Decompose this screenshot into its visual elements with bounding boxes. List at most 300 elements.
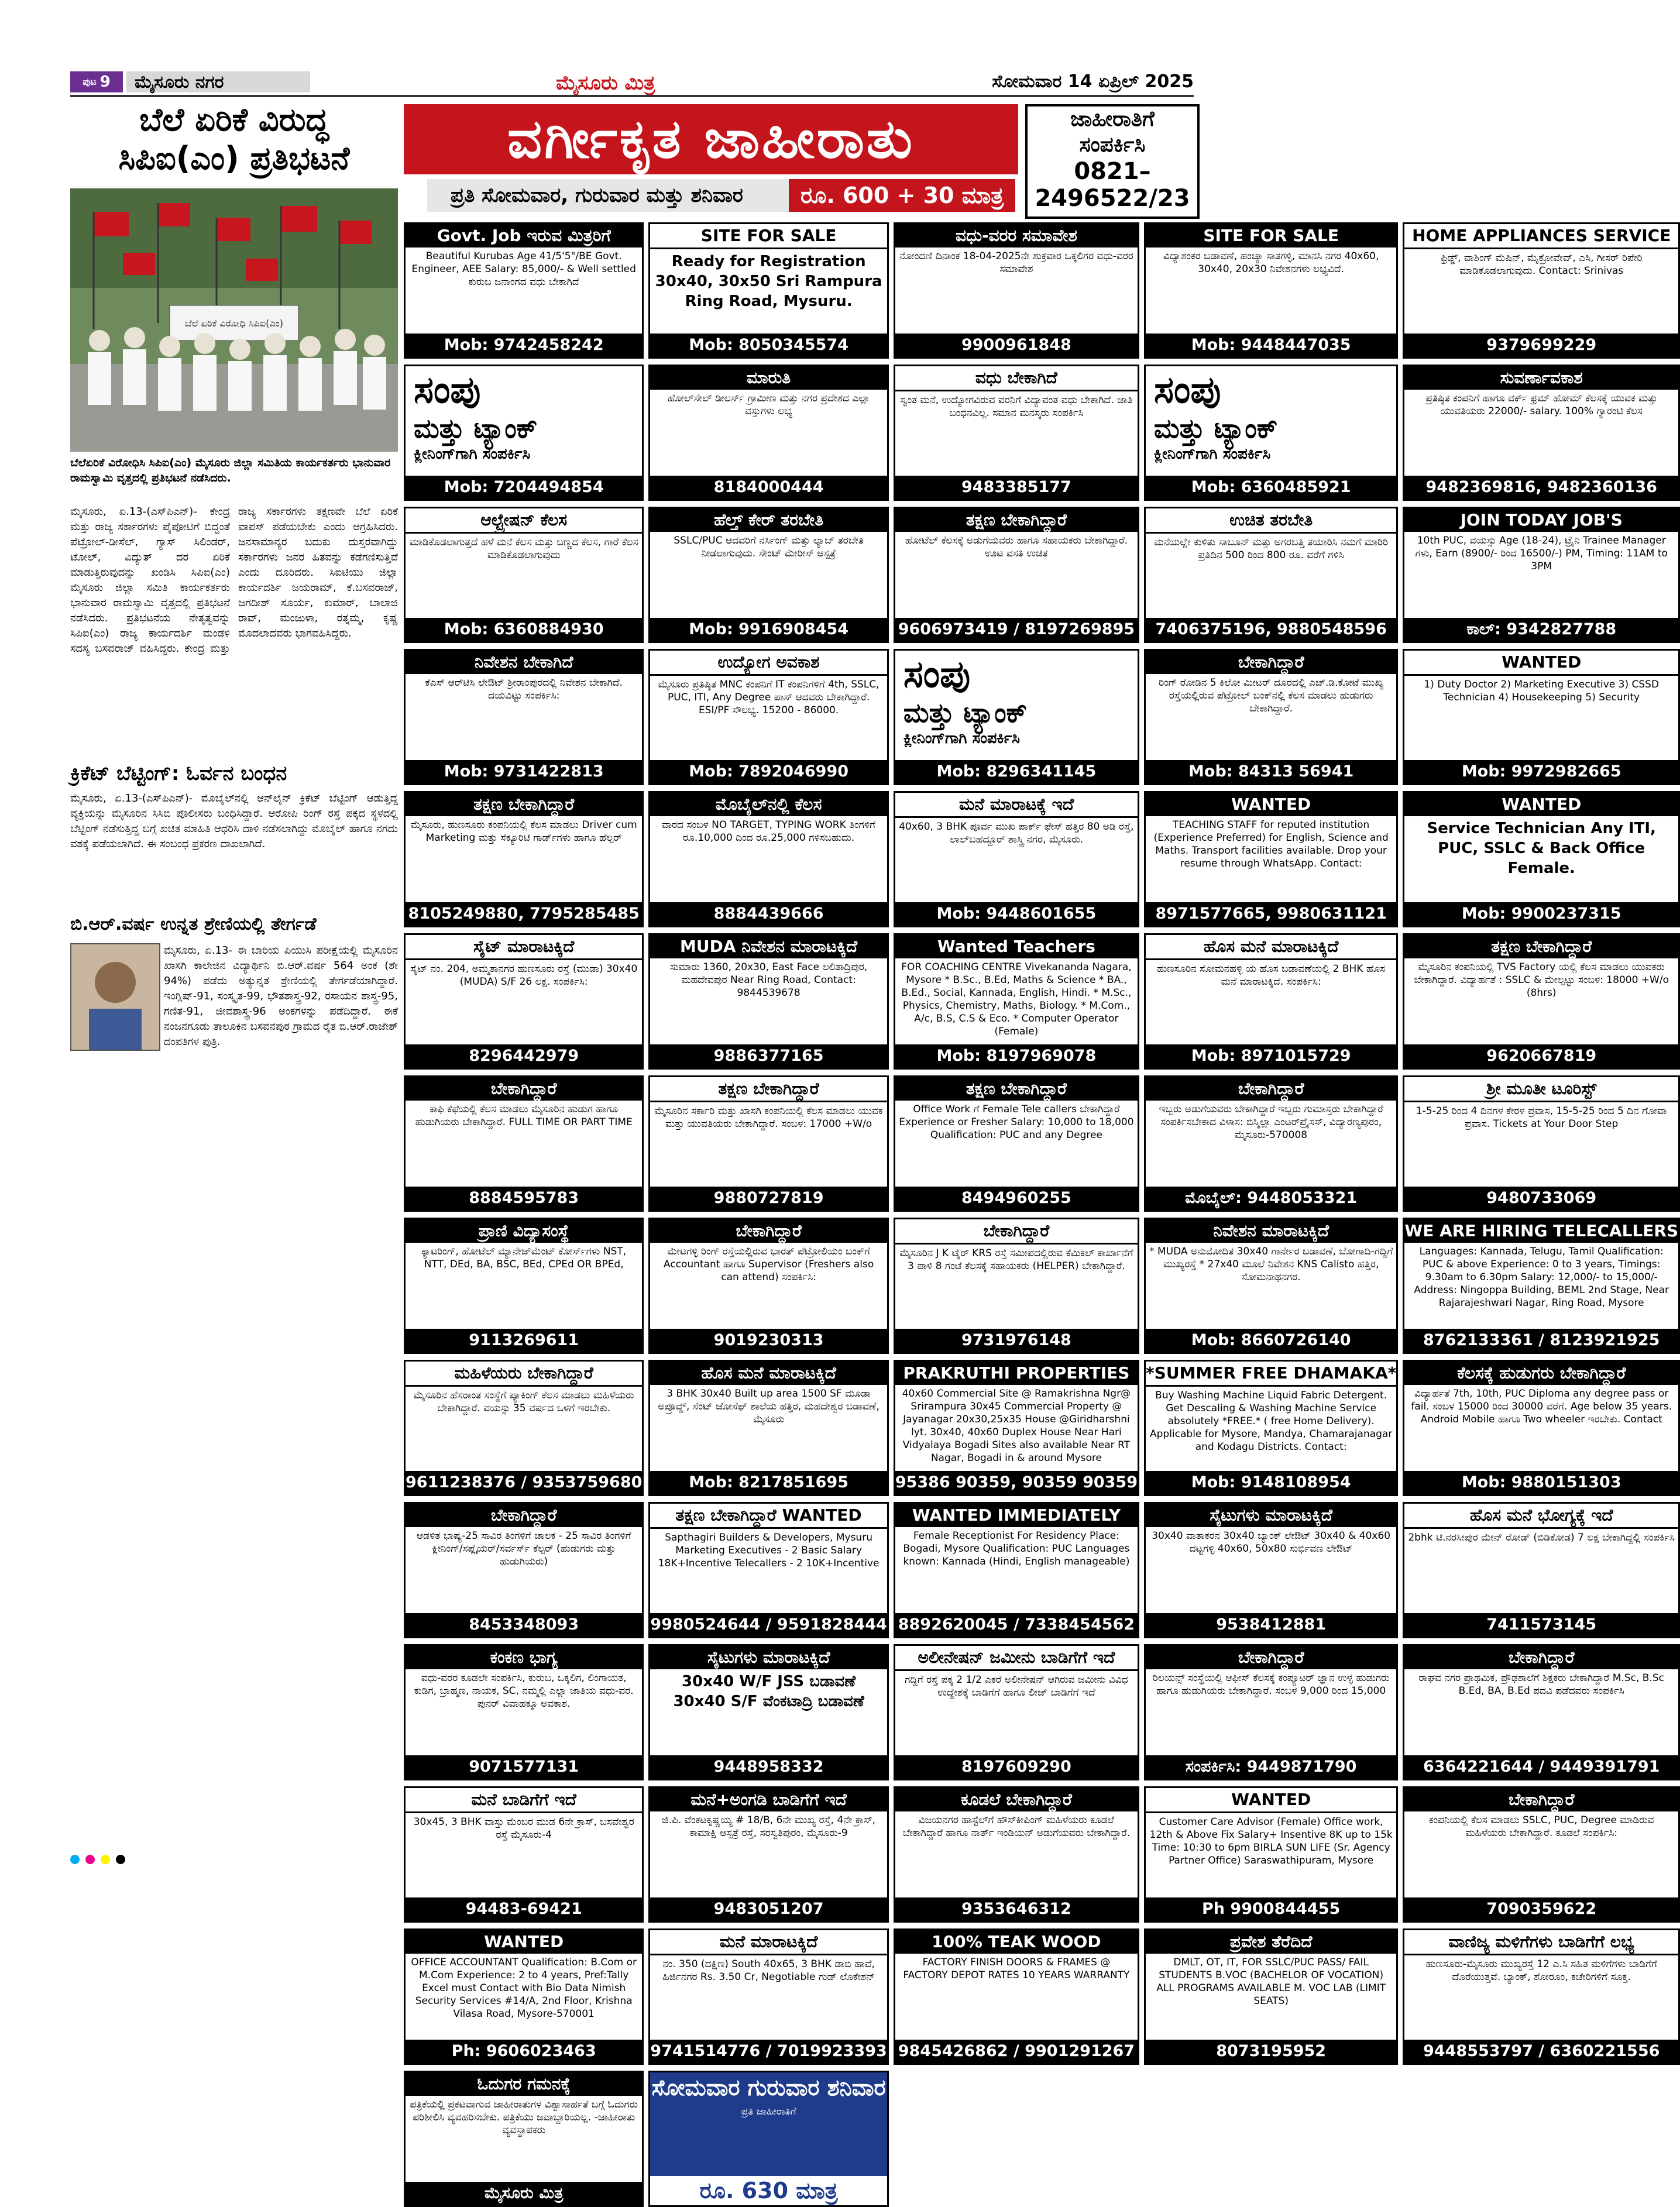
ad-contact-number: 9880727819 (650, 1187, 887, 1210)
classified-ad (894, 507, 1139, 643)
story2-body: ಮೈಸೂರು, ಏ.13-(ಎಸ್‌ಪಿಎನ್)- ಮೊಬೈಲ್‌ನಲ್ಲಿ ಆನ್‌ಲೈನ್ ಕ್ರಿಕೆಟ್ ಬೆಟ್ಟಿಂಗ್ ಆಡುತ್ತಿದ್ದ ವ್ಯಕ್ತಿಯನ್ನು ಮೈಸೂರಿನ ಸಿಸಿಬಿ ಪೊಲೀಸರು ಬಂಧಿಸಿದ್ದಾರೆ. ಆರೋಪಿ ರಿಂಗ್ ರಸ್ತೆ ಪಕ್ಕದ ಸ್ಥಳದಲ್ಲಿ ಬೆಟ್ಟಿಂಗ್ ನಡೆಸುತ್ತಿದ್ದ ಬಗ್ಗೆ ಖಚಿತ ಮಾಹಿತಿ ಆಧರಿಸಿ ದಾಳಿ ನಡೆಸಲಾಗಿದ್ದು ಮೊಬೈಲ್ ಹಾಗೂ ನಗದು ವಶಕ್ಕೆ ಪಡೆಯಲಾಗಿದೆ. ಈ ಸಂಬಂಧ ಪ್ರಕರಣ ದಾಖಲಾಗಿದೆ. (70, 792, 398, 850)
ad-body: ಇಬ್ಬರು ಅಡುಗೆಯವರು ಬೇಕಾಗಿದ್ದಾರೆ ಇಬ್ಬರು ಗುಮಾಸ್ತರು ಬೇಕಾಗಿದ್ದಾರೆ ಸಂಪರ್ಕಿಸಬೇಕಾದ ವಿಳಾಸ: ಬಿಸ್ಮಿಲ್ಲಾ ಎಂಟರ್‌ಪ್ರೈಸಸ್, ವಿದ್ಯಾರಣ್ಯಪುರಂ, ಮೈಸೂರು-570008 (1159, 1104, 1383, 1141)
ad-body: ಮೈಸೂರಿನ ಹೆಸರಾಂತ ಸಂಸ್ಥೆಗೆ ಪ್ಯಾಕಿಂಗ್ ಕೆಲಸ ಮಾಡಲು ಮಹಿಳೆಯರು ಬೇಕಾಗಿದ್ದಾರೆ. ವಯಸ್ಸು 35 ವರ್ಷದ ಒಳಗೆ ಇರಬೇಕು. (413, 1390, 634, 1414)
ad-contact-number: Mob: 8050345574 (650, 334, 887, 357)
ad-body: ಸ್ವಂತ ಮನೆ, ಉದ್ಯೋಗವಿರುವ ವರನಿಗೆ ವಿದ್ಯಾವಂತ ವಧು ಬೇಕಾಗಿದೆ. ಜಾತಿ ಬಂಧನವಿಲ್ಲ. ಸಮಾನ ಮನಸ್ಕರು ಸಂಪರ್ಕಿಸಿ (900, 394, 1133, 419)
classified-ad (404, 1218, 644, 1354)
classified-ad (404, 649, 644, 785)
ad-body: ವಿಜಯನಗರ ಹಾಸ್ಟೆಲ್‌ಗೆ ಹೌಸ್‌ಕೀಪಿಂಗ್ ಮಹಿಳೆಯರು ಕೂಡಲೆ ಬೇಕಾಗಿದ್ದಾರೆ ಹಾಗೂ ನಾರ್ತ್ ಇಂಡಿಯನ್ ಅಡುಗೆಯವರು ಬೇಕಾಗಿದ್ದಾರೆ. (902, 1814, 1131, 1839)
ad-heading: ಮನೆ ಬಾಡಿಗೆಗೆ ಇದೆ (406, 1788, 642, 1813)
classified-ad (404, 1075, 644, 1212)
lead-story-body: ಮೈಸೂರು, ಏ.13-(ಎಸ್‌ಪಿಎನ್)- ಕೇಂದ್ರ ಮತ್ತು ರಾಜ್ಯ ಸರ್ಕಾರಗಳು ಪೈಪೋಟಿಗೆ ಬಿದ್ದಂತೆ ಪೆಟ್ರೋಲ್-ಡೀಸೆಲ್, ಗ್ಯಾಸ್ ಸಿಲಿಂಡರ್, ಟೋಲ್, ವಿದ್ಯುತ್ ದರ ಏರಿಕೆ ಮಾಡುತ್ತಿರುವುದನ್ನು ಖಂಡಿಸಿ ಸಿಪಿಐ(ಎಂ) ಮೈಸೂರು ಜಿಲ್ಲಾ ಸಮಿತಿ ಕಾರ್ಯಕರ್ತರು ಭಾನುವಾರ ರಾಮಸ್ವಾಮಿ ವೃತ್ತದಲ್ಲಿ ಪ್ರತಿಭಟನೆ ನಡೆಸಿದರು. ಪ್ರತಿಭಟನೆಯ ನೇತೃತ್ವವನ್ನು ಸಿಪಿಐ(ಎಂ) ರಾಜ್ಯ ಕಾರ್ಯದರ್ಶಿ ಮಂಡಳಿ ಸದಸ್ಯ ಬಸವರಾಜ್ ವಹಿಸಿದ್ದರು. ಕೇಂದ್ರ ಮತ್ತು ರಾಜ್ಯ ಸರ್ಕಾರಗಳು ತಕ್ಷಣವೇ ಬೆಲೆ ಏರಿಕೆ ವಾಪಸ್ ಪಡೆಯಬೇಕು ಎಂದು ಆಗ್ರಹಿಸಿದರು. ಜನಸಾಮಾನ್ಯರ ಬದುಕು ದುಸ್ತರವಾಗಿದ್ದು ಸರ್ಕಾರಗಳು ಜನರ ಹಿತವನ್ನು ಕಡೆಗಣಿಸುತ್ತಿವೆ ಎಂದು ದೂರಿದರು. ಸಿಐಟಿಯು ಜಿಲ್ಲಾ ಕಾರ್ಯದರ್ಶಿ ಜಯರಾಮ್, ಕೆ.ಬಸವರಾಜ್, ಜಗದೀಶ್ ಸೂರ್ಯ, ಕುಮಾರ್, ಬಾಲಾಜಿ ರಾವ್, ಮಂಜುಳಾ, ರತ್ನಮ್ಮ, ಕೃಷ್ಣ ಮೊದಲಾದವರು ಭಾಗವಹಿಸಿದ್ದರು. (70, 506, 398, 655)
classified-ad (1403, 1360, 1680, 1496)
ad-body (895, 651, 1138, 760)
classified-ad (1144, 222, 1398, 359)
ad-body (406, 366, 642, 476)
ad-heading: ಬೇಕಾಗಿದ್ದಾರೆ (1146, 1646, 1396, 1669)
classified-ad (648, 1075, 888, 1212)
ad-body: ಹೋಟೆಲ್ ಕೆಲಸಕ್ಕೆ ಅಡುಗೆಯವರು ಹಾಗೂ ಸಹಾಯಕರು ಬೇಕಾಗಿದ್ದಾರೆ. ಊಟ ವಸತಿ ಉಚಿತ (905, 535, 1128, 559)
classified-ad (648, 222, 888, 359)
classified-ad (894, 1075, 1139, 1212)
sampu-line2: ಮತ್ತು ಟ್ಯಾಂಕ್ (903, 697, 1028, 728)
ad-contact-number: Mob: 8971015729 (1146, 1044, 1396, 1068)
lead-headline-line2: ಸಿಪಿಐ(ಎಂ) ಪ್ರತಿಭಟನೆ (118, 140, 350, 177)
ad-heading: ಉಚಿತ ತರಬೇತಿ (1146, 508, 1396, 534)
ad-heading: ಕೆಲಸಕ್ಕೆ ಹುಡುಗರು ಬೇಕಾಗಿದ್ದಾರೆ (1404, 1362, 1678, 1385)
ad-contact-number: 9731976148 (895, 1329, 1138, 1352)
ad-body: DMLT, OT, IT, FOR SSLC/PUC PASS/ FAIL STUDENTS B.VOC (BACHELOR OF VOCATION) ALL PROGRAMS AVAILABLE M. VOC LAB (LIMIT SEATS) (1156, 1957, 1386, 2007)
ad-body: 30x40 W/F JSS ಬಡಾವಣೆ 30x40 S/F ವೆಂಕಟಾದ್ರಿ ಬಡಾವಣೆ (673, 1673, 864, 1710)
classified-ad (1144, 1928, 1398, 2065)
sampu-line3: ಕ್ಲೀನಿಂಗ್‌ಗಾಗಿ ಸಂಪರ್ಕಿಸಿ (414, 445, 531, 463)
ad-contact-number: 9113269611 (406, 1329, 642, 1352)
ad-contact-number: 9353646312 (895, 1897, 1138, 1921)
ad-body: ವಿದ್ಯಾರ್ಹತೆ 7th, 10th, PUC Diploma any degree pass or fail. ಸಂಬಳ 15000 ರಿಂದ 30000 ವರೆಗೆ. Age below 35 years. Android Mobile ಹಾಗೂ Two wheeler ಇರಬೇಕು. Contact (1411, 1388, 1672, 1425)
ad-contact-number: 8197609290 (895, 1755, 1138, 1779)
ad-heading: ತಕ್ಷಣ ಬೇಕಾಗಿದ್ದಾರೆ (406, 793, 642, 816)
ad-heading: ಮನೆ ಮಾರಾಟಕ್ಕಿದೆ (650, 1930, 887, 1955)
ad-heading: ಸೈಟುಗಳು ಮಾರಾಟಕ್ಕಿದೆ (1146, 1504, 1396, 1527)
ad-contact-number: 7090359622 (1404, 1897, 1678, 1921)
ad-heading: ಬೇಕಾಗಿದ್ದಾರೆ (1146, 1077, 1396, 1101)
ad-heading: HOME APPLIANCES SERVICE (1404, 224, 1678, 249)
ad-contact-number: Mob: 9916908454 (650, 618, 887, 641)
ad-contact-number: 9448553797 / 6360221556 (1404, 2040, 1678, 2063)
banner-rate: ರೂ. 600 + 30 ಮಾತ್ರ (789, 179, 1015, 212)
ad-heading: ಬೇಕಾಗಿದ್ದಾರೆ (895, 1219, 1138, 1245)
ad-body: 40x60, 3 BHK ಪೂರ್ವ ಮುಖ ಪಾರ್ಕ್ ಫೇಸ್ ಹತ್ತಿರ 80 ಅಡಿ ರಸ್ತೆ, ಲಾಲ್‌ಬಹದ್ದೂರ್ ಶಾಸ್ತ್ರಿ ನಗರ, ಮೈಸೂರು. (899, 821, 1134, 845)
ad-heading: ತಕ್ಷಣ ಬೇಕಾಗಿದ್ದಾರೆ (1404, 935, 1678, 958)
ad-body: SSLC/PUC ಆದವರಿಗೆ ನರ್ಸಿಂಗ್ ಮತ್ತು ಲ್ಯಾಬ್ ತರಬೇತಿ ನೀಡಲಾಗುವುದು. ಸೇಂಟ್ ಮೇರೀಸ್ ಆಸ್ಪತ್ರೆ (674, 535, 864, 559)
classified-ad (648, 2071, 888, 2207)
ad-contact-number: 8892620045 / 7338454562 (895, 1613, 1138, 1637)
ad-heading: ಮಹಿಳೆಯರು ಬೇಕಾಗಿದ್ದಾರೆ (406, 1362, 642, 1387)
ad-body: ಆಡಳಿತ ಭಾಷ್ಯ-25 ಸಾವಿರ ತಿಂಗಳಿಗೆ ಚಾಲಕ - 25 ಸಾವಿರ ತಿಂಗಳಿಗೆ ಕ್ಲೀನಿಂಗ್/ಸಪ್ಲೈಯರ್/ಸರ್ವರ್ಸ್ ಕೆಲ್ಪರ್ (ಹುಡುಗರು ಮತ್ತು ಹುಡುಗಿಯರು) (416, 1530, 631, 1567)
ad-body: 40x60 Commercial Site @ Ramakrishna Ngr@ Srirampura 30x45 Commercial Property @ Jayanagar 20x30,25x35 House @Giridharshni lyt. 30x40, 40x60 Duplex House Near Hari Vidyalaya Bogadi Sites also available Near RT Nagar, Bogadi in & around Mysore (902, 1388, 1131, 1464)
ad-body: TEACHING STAFF for reputed institution (Experience Preferred) for English, Science and Maths. Transport facilities available. Drop your resume through WhatsApp. Contact: (1153, 819, 1389, 869)
ad-body: 30x45, 3 BHK ವಾಸ್ತು ಮೆಂಬರ ಮುಡ 6ನೇ ಕ್ರಾಸ್, ಬಸವೇಶ್ವರ ರಸ್ತೆ ಮೈಸೂರು-4 (413, 1816, 634, 1841)
ad-heading: ವಧು-ವರರ ಸಮಾವೇಶ (895, 224, 1138, 247)
sampu-line1: ಸಂಪು (1154, 369, 1221, 412)
ad-heading: Govt. Job ಇರುವ ಮಿತ್ರರಿಗೆ (406, 224, 642, 247)
sampu-line2: ಮತ್ತು ಟ್ಯಾಂಕ್ (1154, 412, 1278, 444)
classified-ad (894, 649, 1139, 785)
ad-body: 1) Duty Doctor 2) Marketing Executive 3) CSSD Technician 4) Housekeeping 5) Security (1424, 679, 1660, 703)
ad-body: ರಿಲಯನ್ಸ್ ಸಂಸ್ಥೆಯಲ್ಲಿ ಆಫೀಸ್ ಕೆಲಸಕ್ಕೆ ಕಂಪ್ಯೂಟರ್ ಜ್ಞಾನ ಉಳ್ಳ ಹುಡುಗರು ಹಾಗೂ ಹುಡುಗಿಯರು ಬೇಕಾಗಿದ್ದಾರೆ. ಸಂಬಳ 9,000 ರಿಂದ 15,000 (1152, 1672, 1390, 1697)
ad-body: Ready for Registration 30x40, 30x50 Sri Rampura Ring Road, Mysuru. (655, 253, 882, 310)
classified-ad (1403, 1218, 1680, 1354)
classified-ad (1403, 1928, 1680, 2065)
classified-ad (404, 2071, 644, 2207)
sampu-line3: ಕ್ಲೀನಿಂಗ್‌ಗಾಗಿ ಸಂಪರ್ಕಿಸಿ (1154, 445, 1271, 463)
ad-contact-number: ರೂ. 630 ಮಾತ್ರ (650, 2176, 887, 2205)
ad-contact-number: 7406375196, 9880548596 (1146, 618, 1396, 641)
ad-contact-number: Mob: 8217851695 (650, 1471, 887, 1494)
ad-body: ಹುಣಸೂರಿನ ಸೋಮನಹಳ್ಳಿ ಯ ಹೊಸ ಬಡಾವಣೆಯಲ್ಲಿ 2 BHK ಹೊಸ ಮನೆ ಮಾರಾಟಕ್ಕಿದೆ. ಸಂಪರ್ಕಿಸಿ: (1157, 963, 1386, 988)
ad-contact-number: 8971577665, 9980631121 (1146, 902, 1396, 926)
classified-ad (894, 1928, 1139, 2065)
classified-ad (1403, 1075, 1680, 1212)
classified-ad (894, 222, 1139, 359)
contact-line4: 2496522/23 (1035, 185, 1190, 212)
masthead (70, 71, 1194, 95)
page-number: 9 (99, 73, 111, 91)
ad-contact-number: ಸಂಪರ್ಕಿಸಿ: 9449871790 (1146, 1755, 1396, 1779)
ad-heading: ಮನೆ ಮಾರಾಟಕ್ಕೆ ಇದೆ (895, 793, 1138, 818)
ad-heading: WE ARE HIRING TELECALLERS (1404, 1219, 1678, 1243)
page-number-box (70, 71, 123, 92)
ad-contact-number: 8296442979 (406, 1044, 642, 1068)
registration-dot (70, 1855, 80, 1864)
registration-marks (70, 1855, 1194, 1869)
ad-heading: ಅಲೀನೇಷನ್ ಜಮೀನು ಬಾಡಿಗೆಗೆ ಇದೆ (895, 1646, 1138, 1671)
contact-line1: ಜಾಹೀರಾತಿಗೆ (1070, 107, 1155, 131)
ad-body: Female Receptionist For Residency Place: Bogadi, Mysore Qualification: PUC Languages known: Kannada (Hindi, English manageable) (903, 1530, 1130, 1567)
ad-contact-number: 8184000444 (650, 476, 887, 499)
ad-heading: ವಾಣಿಜ್ಯ ಮಳಿಗೆಗಳು ಬಾಡಿಗೆಗೆ ಲಭ್ಯ (1404, 1930, 1678, 1955)
classified-ad (648, 933, 888, 1070)
ad-body: ವಿದ್ಯಾಶಂಕರ ಬಡಾವಣೆ, ಹಂಚ್ಯಾ ಸಾತಗಳ್ಳಿ, ಮಾನಸಿ ನಗರ 40x60, 30x40, 20x30 ನಿವೇಶನಗಳು ಲಭ್ಯವಿದೆ. (1163, 250, 1379, 275)
classified-ad (1403, 791, 1680, 927)
paper-name: ಮೈಸೂರು ಮಿತ್ರ (556, 71, 655, 95)
classified-ad (1403, 649, 1680, 785)
ad-heading: ಪ್ರಾಣಿ ವಿದ್ಯಾಸಂಸ್ಥೆ (406, 1219, 642, 1243)
classified-ad (404, 365, 644, 501)
page-label: ಪುಟ (83, 76, 97, 87)
ad-body: ರಾಘವ ನಗರ ಪ್ರಾಥಮಿಕ, ಪ್ರೌಢಶಾಲೆಗೆ ಶಿಕ್ಷಕರು ಬೇಕಾಗಿದ್ದಾರೆ M.Sc, B.Sc B.Ed, BA, B.Ed ಪದವಿ ಪಡೆದವರು ಸಂಪರ್ಕಿಸಿ (1418, 1672, 1664, 1697)
classified-ad (1144, 649, 1398, 785)
ad-contact-number: 9483385177 (895, 476, 1138, 499)
ad-body: ಸುಮಾರು 1360, 20x30, East Face ಲಲಿತಾದ್ರಿಪುರ, ಮಹದೇವಪುರ Near Ring Road, Contact: 9844539678 (669, 961, 868, 999)
classified-ad (404, 507, 644, 643)
ad-heading: Wanted Teachers (895, 935, 1138, 958)
ad-contact-number: 8073195952 (1146, 2040, 1396, 2063)
ad-body: ಫ್ರಿಡ್ಜ್, ವಾಶಿಂಗ್ ಮೆಷಿನ್, ಮೈಕ್ರೋವೇವ್, ಎಸಿ, ಗೀಸರ್ ರಿಪೇರಿ ಮಾಡಿಕೊಡಲಾಗುವುದು. Contact: Srinivas (1440, 252, 1643, 277)
issue-date: ಸೋಮವಾರ 14 ಏಪ್ರಿಲ್ 2025 (992, 71, 1194, 92)
ad-contact-number: 8453348093 (406, 1613, 642, 1637)
ad-heading: ತಕ್ಷಣ ಬೇಕಾಗಿದ್ದಾರೆ (895, 508, 1138, 532)
ad-contact-number: 9741514776 / 7019923393 (650, 2040, 887, 2063)
lead-headline-line1: ಬೆಲೆ ಏರಿಕೆ ವಿರುದ್ಧ (139, 101, 329, 138)
news-column (70, 101, 398, 1827)
ad-contact-number: Mob: 8660726140 (1146, 1329, 1396, 1352)
ad-heading: ಬೇಕಾಗಿದ್ದಾರೆ (406, 1504, 642, 1527)
classified-ad (1144, 365, 1398, 501)
ad-heading: ಮನೆ+ಅಂಗಡಿ ಬಾಡಿಗೆಗೆ ಇದೆ (650, 1788, 887, 1811)
ad-body: Service Technician Any ITI, PUC, SSLC & Back Office Female. (1427, 820, 1656, 877)
classified-ad (648, 791, 888, 927)
classified-ad (894, 365, 1139, 501)
ad-heading: ಬೇಕಾಗಿದ್ದಾರೆ (406, 1077, 642, 1101)
ad-heading: ಸೋಮವಾರ ಗುರುವಾರ ಶನಿವಾರ (650, 2072, 887, 2103)
classified-ad (894, 1502, 1139, 1638)
ad-contact-number: 95386 90359, 90359 90359 (895, 1471, 1138, 1494)
ad-heading: ತಕ್ಷಣ ಬೇಕಾಗಿದ್ದಾರೆ (895, 1077, 1138, 1101)
ad-contact-number: Ph 9900844455 (1146, 1897, 1396, 1921)
ad-heading: ಬೇಕಾಗಿದ್ದಾರೆ (1146, 651, 1396, 674)
ad-contact-number: ಮೊಬೈಲ್: 9448053321 (1146, 1187, 1396, 1210)
ad-contact-number: Mob: 9900237315 (1404, 902, 1678, 926)
registration-dot (101, 1855, 110, 1864)
ad-heading: ಓದುಗರ ಗಮನಕ್ಕೆ (406, 2072, 642, 2096)
classified-ad (648, 365, 888, 501)
ad-heading: JOIN TODAY JOB'S (1404, 508, 1678, 532)
classified-ad (1403, 933, 1680, 1070)
classified-ad (894, 1644, 1139, 1780)
ad-heading: ಹೊಸ ಮನೆ ಭೋಗ್ಯಕ್ಕೆ ಇದೆ (1404, 1504, 1678, 1529)
ad-body: FACTORY FINISH DOORS & FRAMES @ FACTORY DEPOT RATES 10 YEARS WARRANTY (903, 1957, 1130, 1981)
classified-ad (1144, 1644, 1398, 1780)
ad-heading: ಸೈಟುಗಳು ಮಾರಾಟಕ್ಕಿದೆ (650, 1646, 887, 1669)
ad-contact-number: 9620667819 (1404, 1044, 1678, 1068)
classified-ad (1144, 791, 1398, 927)
ad-contact-number: 9606973419 / 8197269895 (895, 618, 1138, 641)
ad-heading: ಹೊಸ ಮನೆ ಮಾರಾಟಕ್ಕಿದೆ (650, 1362, 887, 1385)
classified-ad (1403, 365, 1680, 501)
ad-body: ಕಾಫಿ ಕೆಫೆಯಲ್ಲಿ ಕೆಲಸ ಮಾಡಲು ಮೈಸೂರಿನ ಹುಡುಗ ಹಾಗೂ ಹುಡುಗಿಯರು ಬೇಕಾಗಿದ್ದಾರೆ. FULL TIME OR PART TIME (415, 1104, 633, 1128)
classified-ad (648, 1644, 888, 1780)
photo-caption: ಬೆಲೆಏರಿಕೆ ವಿರೋಧಿಸಿ ಸಿಪಿಐ(ಎಂ) ಮೈಸೂರು ಜಿಲ್ಲಾ ಸಮಿತಿಯ ಕಾರ್ಯಕರ್ತರು ಭಾನುವಾರ ರಾಮಸ್ವಾಮಿ ವೃತ್ತದಲ್ಲಿ ಪ್ರತಿಭಟನೆ ನಡೆಸಿದರು. (70, 456, 391, 484)
ad-contact-number: Mob: 7204494854 (406, 476, 642, 499)
ad-body: 1-5-25 ರಿಂದ 4 ದಿನಗಳ ಕೇರಳ ಪ್ರವಾಸ, 15-5-25 ರಿಂದ 5 ದಿನ ಗೋವಾ ಪ್ರವಾಸ. Tickets at Your Door Step (1416, 1105, 1667, 1130)
ad-heading: SITE FOR SALE (650, 224, 887, 249)
ad-contact-number: Mob: 8296341145 (895, 760, 1138, 783)
ad-heading: ಮಾರುತಿ (650, 366, 887, 390)
classified-ad (404, 1928, 644, 2065)
classified-ad (404, 791, 644, 927)
ad-heading: ಸುವರ್ಣಾವಕಾಶ (1404, 366, 1678, 390)
ad-contact-number: 9886377165 (650, 1044, 887, 1068)
ad-contact-number: Mob: 8197969078 (895, 1044, 1138, 1068)
classified-ad (894, 791, 1139, 927)
masthead-rule (70, 95, 1194, 97)
contact-line3: 0821– (1074, 158, 1151, 185)
ad-body: ಜಿ.ಪಿ. ವೆಂಕಟಕೃಷ್ಣಯ್ಯ # 18/B, 6ನೇ ಮುಖ್ಯ ರಸ್ತೆ, 4ನೇ ಕ್ರಾಸ್, ಕಾಮಾಕ್ಷಿ ಆಸ್ಪತ್ರೆ ರಸ್ತೆ, ಸರಸ್ವತಿಪುರಂ, ಮೈಸೂರು-9 (662, 1814, 876, 1839)
ad-contact-number: 94483-69421 (406, 1897, 642, 1921)
ad-contact-number: 9980524644 / 9591828444 (650, 1613, 887, 1637)
lead-headline (70, 101, 398, 178)
ad-contact-number: Mob: 9448601655 (895, 902, 1138, 926)
ad-contact-number: 8884439666 (650, 902, 887, 926)
ad-contact-number: ಮೈಸೂರು ಮಿತ್ರ (406, 2182, 642, 2205)
ad-contact-number: 8494960255 (895, 1187, 1138, 1210)
classified-ad (1144, 1075, 1398, 1212)
ad-body (1146, 366, 1396, 476)
ad-heading: *SUMMER FREE DHAMAKA* (1146, 1362, 1396, 1387)
classified-ad (894, 1218, 1139, 1354)
ad-body: ಕೆಎಸ್ ಆರ್‌ಟಿಸಿ ಲೇಔಟ್ ಶ್ರೀರಾಂಪುರದಲ್ಲಿ ನಿವೇಶನ ಬೇಕಾಗಿದೆ. ದಯವಿಟ್ಟು ಸಂಪರ್ಕಿಸಿ: (425, 677, 623, 702)
classified-ad (1144, 933, 1398, 1070)
ad-contact-number: Mob: 9448447035 (1146, 334, 1396, 357)
sampu-line3: ಕ್ಲೀನಿಂಗ್‌ಗಾಗಿ ಸಂಪರ್ಕಿಸಿ (903, 730, 1020, 747)
ad-contact-number: Mob: 84313 56941 (1146, 760, 1396, 783)
classified-ad (1144, 1502, 1398, 1638)
ad-contact-number: 8884595783 (406, 1187, 642, 1210)
classified-ad (1403, 1786, 1680, 1923)
ad-heading: ಕೂಡಲೆ ಬೇಕಾಗಿದ್ದಾರೆ (895, 1788, 1138, 1811)
contact-line2: ಸಂಪರ್ಕಿಸಿ (1079, 133, 1146, 157)
ad-body: ಪ್ರತಿಷ್ಠಿತ ಕಂಪನಿಗೆ ಹಾಗೂ ವರ್ಕ್ ಫ್ರಮ್ ಹೋಮ್ ಕೆಲಸಕ್ಕೆ ಯುವಕ ಮತ್ತು ಯುವತಿಯರು 22000/- salary. 100% ಗ್ಯಾರಂಟಿ ಕೆಲಸ (1425, 393, 1658, 417)
ad-heading: ಬೇಕಾಗಿದ್ದಾರೆ (650, 1219, 887, 1243)
ad-heading: ಶ್ರೀ ಮೂತೀ ಟೂರಿಸ್ಟ್ (1404, 1077, 1678, 1102)
ad-heading: WANTED (1404, 651, 1678, 676)
ad-body: ಮೈಸೂರು, ಹುಣಸೂರು ಕಂಪನಿಯಲ್ಲಿ ಕೆಲಸ ಮಾಡಲು Driver cum Marketing ಮತ್ತು ಸೆಕ್ಯೂರಿಟಿ ಗಾರ್ಡ್‌ಗಳು ಹಾಗೂ ಹೆಲ್ಪರ್ (410, 819, 637, 844)
ad-body: Office Work ಗೆ Female Tele callers ಬೇಕಾಗಿದ್ದಾರೆ Experience or Fresher Salary: 10,000 to 18,000 Qualification: PUC and any Degree (899, 1104, 1134, 1141)
ad-contact-number: 9019230313 (650, 1329, 887, 1352)
ad-contact-number: Mob: 9742458242 (406, 334, 642, 357)
ad-heading: ಬೇಕಾಗಿದ್ದಾರೆ (1404, 1788, 1678, 1811)
ad-body: ಮನೆಯಲ್ಲೇ ಕುಳಿತು ಸಾಬೂನ್ ಮತ್ತು ಅಗರಬತ್ತಿ ತಯಾರಿಸಿ ನಮಗೆ ಮಾರಿರಿ ಪ್ರತಿದಿನ 500 ರಿಂದ 800 ರೂ. ವರೆಗೆ ಗಳಿಸಿ (1154, 537, 1389, 561)
ad-contact-number: Ph: 9606023463 (406, 2040, 642, 2063)
classified-ad (404, 222, 644, 359)
ad-body: ಮೈಸೂರಿನ ಕಂಪನಿಯಲ್ಲಿ TVS Factory ಯಲ್ಲಿ ಕೆಲಸ ಮಾಡಲು ಯುವಕರು ಬೇಕಾಗಿದ್ದಾರೆ. ವಿದ್ಯಾರ್ಹತೆ : SSLC & ಮೇಲ್ಪಟ್ಟು ಸಂಬಳ: 18000 +W/o (8hrs) (1414, 961, 1669, 999)
protest-photo (70, 188, 398, 452)
ad-body: 2bhk ಟಿ.ನರಸೀಪುರ ಮೇನ್ ರೋಡ್ (ಬಿಡಿಕೋಡ) 7 ಲಕ್ಷ ಬೇಕಾಗಿದ್ದಲ್ಲಿ ಸಂಪರ್ಕಿಸಿ (1408, 1532, 1675, 1543)
ad-contact-number: Mob: 9972982665 (1404, 760, 1678, 783)
classified-ad (648, 1218, 888, 1354)
ad-contact-number: 9482369816, 9482360136 (1404, 476, 1678, 499)
ad-heading: WANTED (406, 1930, 642, 1954)
ad-heading: ತಕ್ಷಣ ಬೇಕಾಗಿದ್ದಾರೆ (650, 1077, 887, 1102)
classified-ad (1144, 1218, 1398, 1354)
ad-heading: ನಿವೇಶನ ಬೇಕಾಗಿದೆ (406, 651, 642, 674)
classified-ad (1403, 1644, 1680, 1780)
story3-body: ಮೈಸೂರು, ಏ.13- ಈ ಬಾರಿಯ ಪಿಯುಸಿ ಪರೀಕ್ಷೆಯಲ್ಲಿ ಮೈಸೂರಿನ ಖಾಸಗಿ ಕಾಲೇಜಿನ ವಿದ್ಯಾರ್ಥಿನಿ ಬಿ.ಆರ್.ವರ್ಷ 564 ಅಂಕ (ಶೇ 94%) ಪಡೆದು ಅತ್ಯುನ್ನತ ಶ್ರೇಣಿಯಲ್ಲಿ ತೇರ್ಗಡೆಯಾಗಿದ್ದಾರೆ. ಇಂಗ್ಲಿಷ್-91, ಸಂಸ್ಕೃತ-99, ಭೌತಶಾಸ್ತ್ರ-92, ರಸಾಯನ ಶಾಸ್ತ್ರ-95, ಗಣಿತ-91, ಜೀವಶಾಸ್ತ್ರ-96 ಅಂಕಗಳನ್ನು ಪಡೆದಿದ್ದಾರೆ. ಈಕೆ ನಂಜನಗೂಡು ತಾಲೂಕಿನ ಬಸವನಪುರ ಗ್ರಾಮದ ರೈತ ಬಿ.ಆರ್.ರಾಜೇಶ್ ದಂಪತಿಗಳ ಪುತ್ರಿ. (164, 944, 398, 1048)
ad-body: 3 BHK 30x40 Built up area 1500 SF ಮೂಡಾ ಅಪ್ರೂವ್ಡ್, ಸೆಂಟ್ ಜೋಸೆಫ್ ಶಾಲೆಯ ಹತ್ತಿರ, ಮಹದೇಶ್ವರ ಬಡಾವಣೆ, ಮೈಸೂರು (658, 1388, 879, 1425)
story3-headline: ಬಿ.ಆರ್.ವರ್ಷ ಉನ್ನತ ಶ್ರೇಣಿಯಲ್ಲಿ ತೇರ್ಗಡೆ (70, 914, 317, 934)
banner-title: ವರ್ಗೀಕೃತ ಜಾಹೀರಾತು (404, 104, 1018, 174)
ad-body: ಸೈಟ್ ನಂ. 204, ಅಮ್ಮತಾನಗರ ಹುಣಸೂರು ರಸ್ತೆ (ಮುಡಾ) 30x40 (MUDA) S/F 26 ಲಕ್ಷ. ಸಂಪರ್ಕಿಸಿ: (410, 963, 638, 988)
story2-headline: ಕ್ರಿಕೆಟ್ ಬೆಟ್ಟಿಂಗ್: ಓರ್ವನ ಬಂಧನ (70, 762, 287, 785)
ad-body: * MUDA ಅನುಮೋದಿತ 30x40 ಗಾರ್ನೇರ ಬಡಾವಣೆ, ಬೋಗಾದಿ-ಗದ್ದಿಗೆ ಮುಖ್ಯರಸ್ತೆ * 27x40 ಮೂಲೆ ನಿವೇಶನ KNS Calisto ಹತ್ತಿರ, ಸೋಮನಾಥನಗರ. (1149, 1246, 1393, 1283)
ad-body: ಮೈಸೂರಿನ ಸರ್ಕಾರಿ ಮತ್ತು ಖಾಸಗಿ ಕಂಪನಿಯಲ್ಲಿ ಕೆಲಸ ಮಾಡಲು ಯುವಕ ಮತ್ತು ಯುವತಿಯರು ಬೇಕಾಗಿದ್ದಾರೆ. ಸಂಬಳ: 17000 +W/o (654, 1105, 883, 1130)
ad-heading: ಸೈಟ್ ಮಾರಾಟಕ್ಕಿದೆ (406, 935, 642, 960)
classified-ads-grid (404, 222, 1679, 2203)
classified-ad (404, 1360, 644, 1496)
ad-heading: PRAKRUTHI PROPERTIES (895, 1362, 1138, 1385)
ad-contact-number: 9538412881 (1146, 1613, 1396, 1637)
registration-dot (116, 1855, 125, 1864)
ad-heading: ವಧು ಬೇಕಾಗಿದೆ (895, 366, 1138, 391)
ad-body: OFFICE ACCOUNTANT Qualification: B.Com or M.Com Experience: 2 to 4 years, Pref:Tally Excel must Contact with Bio Data Nimish Security Services #14/A, 2nd Floor, Krishna Vilasa Road, Mysore-570001 (411, 1957, 637, 2020)
ad-contact-number: 8105249880, 7795285485 (406, 902, 642, 926)
ad-body: ನೋಂದಣಿ ದಿನಾಂಕ 18-04-2025ನೇ ಶುಕ್ರವಾರ ಒಕ್ಕಲಿಗರ ವಧು-ವರರ ಸಮಾವೇಶ (899, 250, 1133, 275)
ad-body: ಕಂಪನಿಯಲ್ಲಿ ಕೆಲಸ ಮಾಡಲು SSLC, PUC, Degree ಮಾಡಿರುವ ಮಹಿಳೆಯರು ಬೇಕಾಗಿದ್ದಾರೆ. ಕೂಡಲೆ ಸಂಪರ್ಕಿಸಿ: (1428, 1814, 1654, 1839)
ad-contact-number: Mob: 9880151303 (1404, 1471, 1678, 1494)
classified-ad (404, 1644, 644, 1780)
ad-body: ವಧು-ವರರ ಕೂಡಲೇ ಸಂಪರ್ಕಿಸಿ, ಕುರುಬ, ಒಕ್ಕಲಿಗ, ಲಿಂಗಾಯತ, ಕುಡಿಗ, ಬ್ರಾಹ್ಮಣ, ನಾಯಕ, SC, ನಮ್ಮಲ್ಲಿ ಎಲ್ಲಾ ಜಾತಿಯ ವಧು-ವರ. ಪುನರ್ ವಿವಾಹಕ್ಕೂ ಅವಕಾಶ. (414, 1672, 634, 1710)
protest-photo-illustration (70, 188, 398, 452)
ad-heading: WANTED (1146, 793, 1396, 816)
ad-contact-number: 9845426862 / 9901291267 (895, 2040, 1138, 2063)
banner-days: ಪ್ರತಿ ಸೋಮವಾರ, ಗುರುವಾರ ಮತ್ತು ಶನಿವಾರ (451, 184, 743, 207)
ad-heading: WANTED (1404, 793, 1678, 816)
classified-banner (404, 104, 1018, 215)
ad-heading: ಹೆಲ್ತ್ ಕೇರ್ ತರಬೇತಿ (650, 508, 887, 532)
ad-heading: ನಿವೇಶನ ಮಾರಾಟಕ್ಕಿದೆ (1146, 1219, 1396, 1243)
ad-contact-number: 9071577131 (406, 1755, 642, 1779)
ad-body: ನಂ. 350 (ದಕ್ಷಿಣ) South 40x65, 3 BHK ಡಾಬಿ ಹಾವೆ, ಹಿರ್ಜಿನಗರ Rs. 3.50 Cr, Negotiable ಗುಡ್ ಲೊಕೇಶನ್ (662, 1958, 875, 1983)
student-photo (70, 943, 160, 1051)
ad-contact-number: Mob: 6360485921 (1146, 476, 1396, 499)
ad-contact-number: 9900961848 (895, 334, 1138, 357)
ad-body: Sapthagiri Builders & Developers, Mysuru Marketing Executives - 2 Basic Salary 18K+Incentive Telecallers - 2 10K+Incentive (658, 1532, 879, 1569)
ad-contact-number: 9480733069 (1404, 1187, 1678, 1210)
classified-ad (404, 933, 644, 1070)
ad-body: Beautiful Kurubas Age 41/5'5"/BE Govt. Engineer, AEE Salary: 85,000/- & Well settled ಕುರುಬ ಜನಾಂಗದ ವಧು ಬೇಕಾಗಿದೆ (411, 250, 636, 288)
ad-body: Customer Care Advisor (Female) Office work, 12th & Above Fix Salary+ Insentive 8K up to 15k Time: 10:30 to 6pm BIRLA SUN LIFE (Sr. Agency Partner Office) Saraswathipuram, Mysore (1149, 1816, 1393, 1866)
ad-heading: ಪ್ರವೇಶ ತೆರೆದಿದೆ (1146, 1930, 1396, 1954)
banner-subline (427, 179, 1015, 212)
ad-body: Languages: Kannada, Telugu, Tamil Qualification: PUC & above Experience: 0 to 3 years, Timings: 9.30am to 6.30pm Salary: 12,000/- to 15,000/- Address: Ningoppa Building, BEML 2nd Stage, Near Rajarajeshwari Nagar, Ring Road, Mysore (1414, 1246, 1669, 1309)
ad-heading: ಬೇಕಾಗಿದ್ದಾರೆ (1404, 1646, 1678, 1669)
ad-heading: WANTED (1146, 1788, 1396, 1813)
sampu-line1: ಸಂಪು (903, 653, 971, 696)
ad-body: ಕ್ಯಾಟರಿಂಗ್, ಹೋಟೆಲ್ ಮ್ಯಾನೇಜ್‌ಮೆಂಟ್ ಕೋರ್ಸ್‌ಗಳು NST, NTT, DEd, BA, BSC, BEd, CPEd OR BPEd, (421, 1246, 627, 1270)
section-name: ಮೈಸೂರು ನಗರ (126, 71, 310, 92)
classified-ad (648, 1360, 888, 1496)
ad-body: 30x40 ವಾತಾಕರನ 30x40 ಬ್ಯಾಂಕ್ ಲೇಔಟ್ 30x40 & 40x60 ದಟ್ಟಗಳ್ಳಿ 40x60, 50x80 ಸುರ್ಭಿವಣ ಲೇಔಟ್ (1152, 1530, 1391, 1555)
ad-body: ಪ್ರತಿ ಜಾಹೀರಾತಿಗೆ (741, 2106, 796, 2117)
ad-body: ರಿಂಗ್ ರೋಡಿನ 5 ಕಿಲೋ ಮೀಟರ್ ದೂರದಲ್ಲಿ ಎಚ್.ಡಿ.ಕೋಟೆ ಮುಖ್ಯ ರಸ್ತೆಯಲ್ಲಿರುವ ಪೆಟ್ರೋಲ್ ಬಂಕ್‌ನಲ್ಲಿ ಕೆಲಸ ಮಾಡಲು ಹುಡುಗರು ಬೇಕಾಗಿದ್ದಾರೆ. (1159, 677, 1384, 714)
classified-ad (894, 933, 1139, 1070)
registration-dot (85, 1855, 95, 1864)
classified-ad (648, 507, 888, 643)
ad-contact-number: 8762133361 / 8123921925 (1404, 1329, 1678, 1352)
classified-ad (648, 649, 888, 785)
ad-heading: ಹೊಸ ಮನೆ ಮಾರಾಟಕ್ಕಿದೆ (1146, 935, 1396, 960)
ad-contact-number: ಕಾಲ್: 9342827788 (1404, 618, 1678, 641)
ad-body: ಮೈಸೂರು ಪ್ರತಿಷ್ಠಿತ MNC ಕಂಪನಿಗೆ IT ಕಂಪನಿಗಳಿಗೆ 4th, SSLC, PUC, ITI, Any Degree ಪಾಸ್ ಆದವರು ಬೇಕಾಗಿದ್ದಾರೆ. ESI/PF ಸೌಲಭ್ಯ. 15200 - 86000. (658, 679, 879, 716)
ad-contact-number: 9379699229 (1404, 334, 1678, 357)
classified-ad (648, 1502, 888, 1638)
ad-heading: WANTED IMMEDIATELY (895, 1504, 1138, 1527)
ad-body: ಮೇಟಗಳ್ಳಿ ರಿಂಗ್ ರಸ್ತೆಯಲ್ಲಿರುವ ಭಾರತ್ ಪೆಟ್ರೋಲಿಯಂ ಬಂಕ್‌ಗೆ Accountant ಹಾಗೂ Supervisor (Freshers also can attend) ಸಂಪರ್ಕಿಸಿ: (663, 1246, 874, 1283)
ad-heading: MUDA ನಿವೇಶನ ಮಾರಾಟಕ್ಕಿದೆ (650, 935, 887, 958)
ad-contact-number: Mob: 7892046990 (650, 760, 887, 783)
ad-body: ಮಾಡಿಕೊಡಲಾಗುತ್ತದೆ ಹಳೆ ಮನೆ ಕೆಲಸ ಮತ್ತು ಬಣ್ಣದ ಕೆಲಸ, ಗಾರೆ ಕೆಲಸ ಮಾಡಿಕೊಡಲಾಗುವುದು (409, 537, 638, 561)
ad-body: Buy Washing Machine Liquid Fabric Detergent. Get Descaling & Washing Machine Service absolutely *FREE.* ( free Home Delivery). Applicable for Mysore, Mandya, Chamarajanagar and Kodagu Districts. Contact: (1149, 1390, 1393, 1453)
sampu-line1: ಸಂಪು (414, 369, 481, 412)
ad-body: FOR COACHING CENTRE Vivekananda Nagara, Mysore * B.Sc., B.Ed, Maths & Science * BA., B.Ed., Social, Kannada, English, Hindi. * M.Sc., Physics, Chemistry, Maths, Biology. * M.Com., A/c, B.S, C.S & Eco. * Computer Operator (Female) (901, 961, 1132, 1037)
classified-ad (1144, 507, 1398, 643)
ad-contact-number: Mob: 9731422813 (406, 760, 642, 783)
classified-ad (648, 1928, 888, 2065)
ad-contact-number: Mob: 6360884930 (406, 618, 642, 641)
photo-banner-text: ಬೆಲೆ ಏರಿಕೆ ವಿರೋಧಿ ಸಿಪಿಐ(ಎಂ) (185, 318, 283, 329)
classified-ad (1403, 222, 1680, 359)
ad-contact-box (1025, 104, 1200, 219)
ad-heading: ಆಲ್ಟ್ರೇಷನ್ ಕೆಲಸ (406, 508, 642, 534)
ad-heading: ಉದ್ಯೋಗ ಅವಕಾಶ (650, 651, 887, 676)
ad-heading: SITE FOR SALE (1146, 224, 1396, 247)
classified-ad (404, 1502, 644, 1638)
ad-body: ಗದ್ದಿಗೆ ರಸ್ತೆ ಪಕ್ಕ 2 1/2 ಎಕರೆ ಅಲೀನೇಷನ್ ಆಗಿರುವ ಜಮೀನು ವಿವಿಧ ಉದ್ದೇಶಕ್ಕೆ ಬಾಡಿಗೆಗೆ ಹಾಗೂ ಲೀಜ್ ಬಾಡಿಗೆಗೆ ಇದೆ (905, 1674, 1128, 1699)
classified-ad (894, 1360, 1139, 1496)
ad-body: ಹೋಲ್‌ಸೇಲ್ ಡೀಲರ್ಸ್ ಗ್ರಾಮೀಣ ಮತ್ತು ನಗರ ಪ್ರದೇಶದ ಎಲ್ಲಾ ವಸ್ತುಗಳು ಲಭ್ಯ (667, 393, 870, 417)
classified-ad (1403, 1502, 1680, 1638)
ad-body: ಹುಣಸೂರು-ಮೈಸೂರು ಮುಖ್ಯರಸ್ತೆ 12 ಎ.ಸಿ ಸಹಿತ ಮಳಿಗೆಗಳು ಬಾಡಿಗೆಗೆ ದೊರೆಯುತ್ತವೆ. ಬ್ಯಾಂಕ್, ಶೋರೂಂ, ಕಚೇರಿಗಳಿಗೆ ಸೂಕ್ತ. (1425, 1958, 1657, 1983)
sampu-line2: ಮತ್ತು ಟ್ಯಾಂಕ್ (414, 412, 538, 444)
ad-body: ಮೈಸೂರಿನ J K ಟೈರ್ KRS ರಸ್ತೆ ಸಮೀಪದಲ್ಲಿರುವ ಕೆಮಿಕಲ್ ಕಾರ್ಖಾನೆಗೆ 3 ಪಾಳಿ 8 ಗಂಟೆ ಕೆಲಸಕ್ಕೆ ಸಹಾಯಕರು (HELPER) ಬೇಕಾಗಿದ್ದಾರೆ. (899, 1247, 1133, 1272)
ad-body: ವಾರದ ಸಂಬಳ NO TARGET, TYPING WORK ತಿಂಗಳಿಗೆ ರೂ.10,000 ದಿಂದ ರೂ.25,000 ಗಳಿಸಬಹುದು. (662, 819, 876, 844)
ad-heading: ತಕ್ಷಣ ಬೇಕಾಗಿದ್ದಾರೆ WANTED (650, 1504, 887, 1529)
classified-ad (1144, 1360, 1398, 1496)
ad-body: 10th PUC, ವಯಸ್ಸು Age (18-24), ಟ್ರೈನಿ Trainee Manager ಗಳು, Earn (8900/- ರಿಂದ 16500/-) PM, Timing: 11AM to 3PM (1415, 535, 1668, 572)
ad-contact-number: 9483051207 (650, 1897, 887, 1921)
ad-heading: ಮೊಬೈಲ್‌ನಲ್ಲಿ ಕೆಲಸ (650, 793, 887, 816)
classified-ad (1403, 507, 1680, 643)
